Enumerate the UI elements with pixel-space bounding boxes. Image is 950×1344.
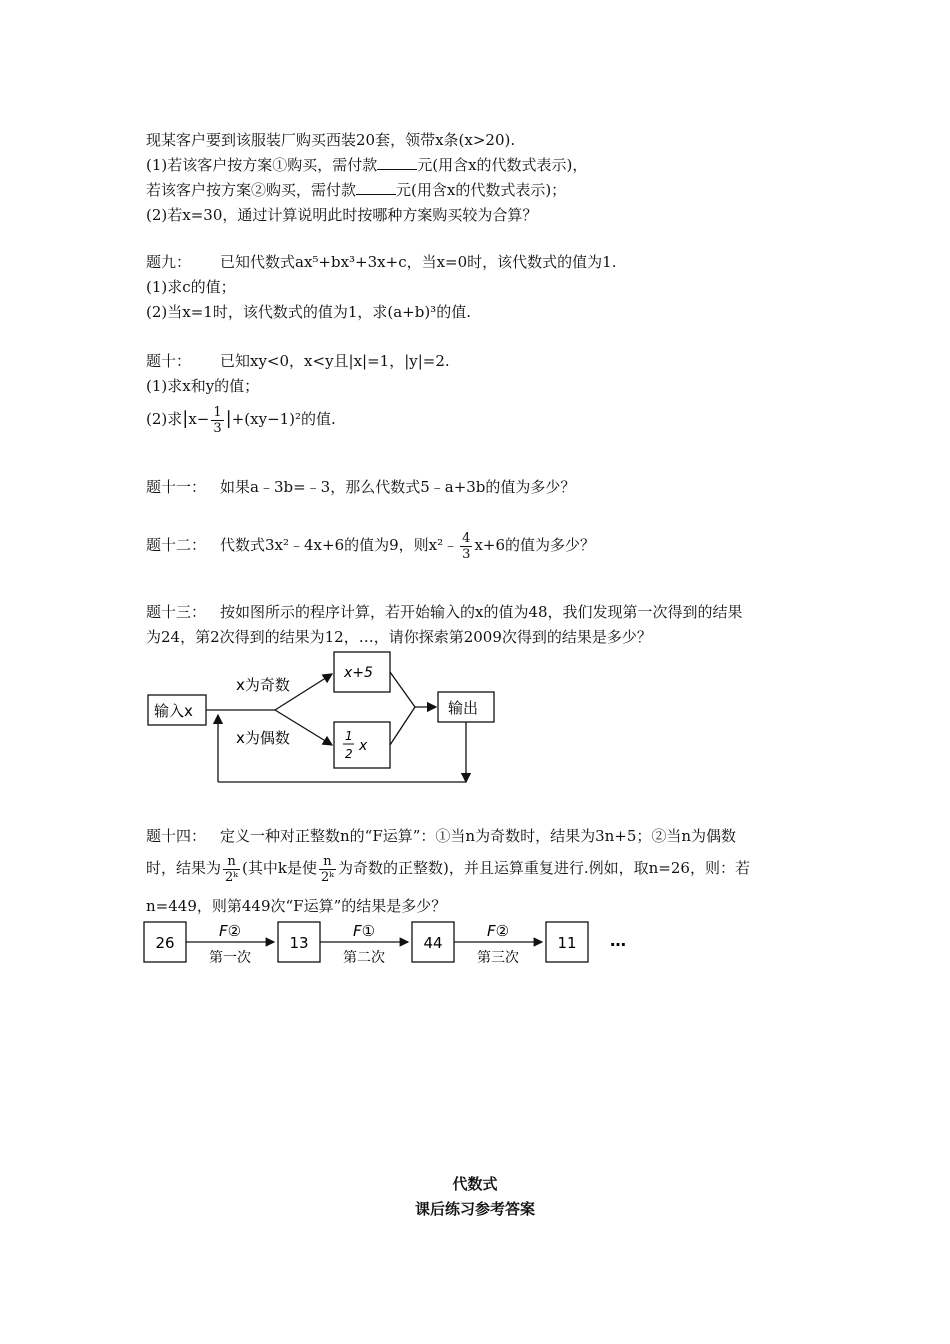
q14-line-1 [146,826,736,846]
q8-line-2b: 元(用含x的代数式表示)， [417,156,588,174]
frac-num: n [223,854,240,870]
q14-line-2 [146,852,750,885]
q8-line-2 [146,155,587,175]
abs-bar-left: | [182,408,189,429]
chain-box-4-value: 11 [557,934,577,952]
q13-label: 题十三： [146,603,207,621]
q14-text: 定义一种对正整数n的“F运算”：①当n为奇数时，结果为3n+5；②当n为偶数 [220,827,737,845]
fraction-four-thirds [460,531,472,562]
chain-box-2-value: 13 [289,934,309,952]
q10-line-3b: x− [188,410,210,428]
q8-line-3a: 若该客户按方案②购买，需付款 [146,181,357,199]
odd-label: x为奇数 [236,676,290,694]
merge-line-top [390,672,415,707]
chain-step-1: 第一次 [209,950,251,966]
q14-line-3: n=449，则第449次“F运算”的结果是多少？ [146,897,447,915]
chain-step-3: 第三次 [477,950,519,966]
q8-line-4: (2)若x=30，通过计算说明此时按哪种方案购买较为合算？ [146,206,538,224]
even-label: x为偶数 [236,729,290,747]
q13-line-2: 为24，第2次得到的结果为12，…，请你探索第2009次得到的结果是多少？ [146,628,652,646]
chain-box-1-value: 26 [155,934,175,952]
q11-line [146,477,575,497]
q10-label: 题十： [146,352,192,370]
q13-text: 按如图所示的程序计算，若开始输入的x的值为48，我们发现第一次得到的结果 [220,603,743,621]
output-label: 输出 [448,699,479,717]
q14-line-2a: 时，结果为 [146,859,222,877]
q10-line-2: (1)求x和y的值； [146,377,260,395]
flowchart [140,645,520,790]
chain-op-3: F② [486,922,510,940]
odd-box-expr: x+5 [344,665,373,681]
q9-line-2: (1)求c的值； [146,278,236,296]
frac-den: 3 [213,420,222,436]
q12-line [146,530,595,562]
answer-blank-2[interactable] [356,180,396,195]
even-num: 1 [345,729,353,743]
f-operation-chain [140,918,650,974]
q12-label: 题十二： [146,536,207,554]
q10-line-1 [146,351,450,371]
fraction-n-over-2k-b [319,854,336,885]
q10-line-3c: +(xy−1)²的值. [231,410,336,428]
frac-num: n [319,854,336,870]
input-label: 输入x [154,702,193,720]
q11-label: 题十一： [146,478,207,496]
even-den: 2 [345,747,353,761]
fraction-one-third [211,405,223,436]
q12-text-b: x+6的值为多少？ [474,536,596,554]
q10-text: 已知xy<0，x<y且|x|=1，|y|=2. [220,352,450,370]
chain-box-3-value: 44 [423,934,443,952]
frac-num: 1 [213,404,222,420]
frac-den: 3 [462,546,471,562]
q9-line-1 [146,252,616,272]
chain-op-2: F① [352,922,376,940]
chain-step-2: 第二次 [343,950,385,966]
chain-op-1: F② [218,922,242,940]
q9-label: 题九： [146,253,192,271]
q14-label: 题十四： [146,827,207,845]
q14-line-2b: (其中k是使 [242,859,317,877]
q13-line-1 [146,602,743,622]
abs-bar-right: | [225,408,232,429]
frac-num: 4 [462,530,471,546]
q11-text: 如果a﹣3b=﹣3，那么代数式5﹣a+3b的值为多少？ [220,478,576,496]
merge-line-bottom [390,707,415,745]
even-var: x [359,738,368,754]
q12-text-a: 代数式3x²﹣4x+6的值为9，则x²﹣ [220,536,459,554]
fraction-n-over-2k [223,854,240,885]
q10-line-3 [146,404,336,436]
answer-blank-1[interactable] [377,155,417,170]
q9-text: 已知代数式ax⁵+bx³+3x+c，当x=0时，该代数式的值为1. [220,253,617,271]
section-title: 代数式 [452,1175,498,1193]
frac-den: 2ᵏ [225,869,239,885]
q8-line-3 [146,180,566,200]
section-subtitle: 课后练习参考答案 [414,1200,535,1218]
q10-line-3a: (2)求 [146,410,183,428]
frac-den: 2ᵏ [320,869,334,885]
q9-line-3: (2)当x=1时，该代数式的值为1，求(a+b)³的值. [146,303,471,321]
q8-line-3b: 元(用含x的代数式表示)； [396,181,567,199]
q8-line-2a: (1)若该客户按方案①购买，需付款 [146,156,378,174]
chain-ellipsis: … [610,931,626,950]
q14-line-2c: 为奇数的正整数)，并且运算重复进行.例如，取n=26，则：若 [338,859,750,877]
q8-line-1: 现某客户要到该服装厂购买西装20套，领带x条(x>20). [146,131,516,149]
